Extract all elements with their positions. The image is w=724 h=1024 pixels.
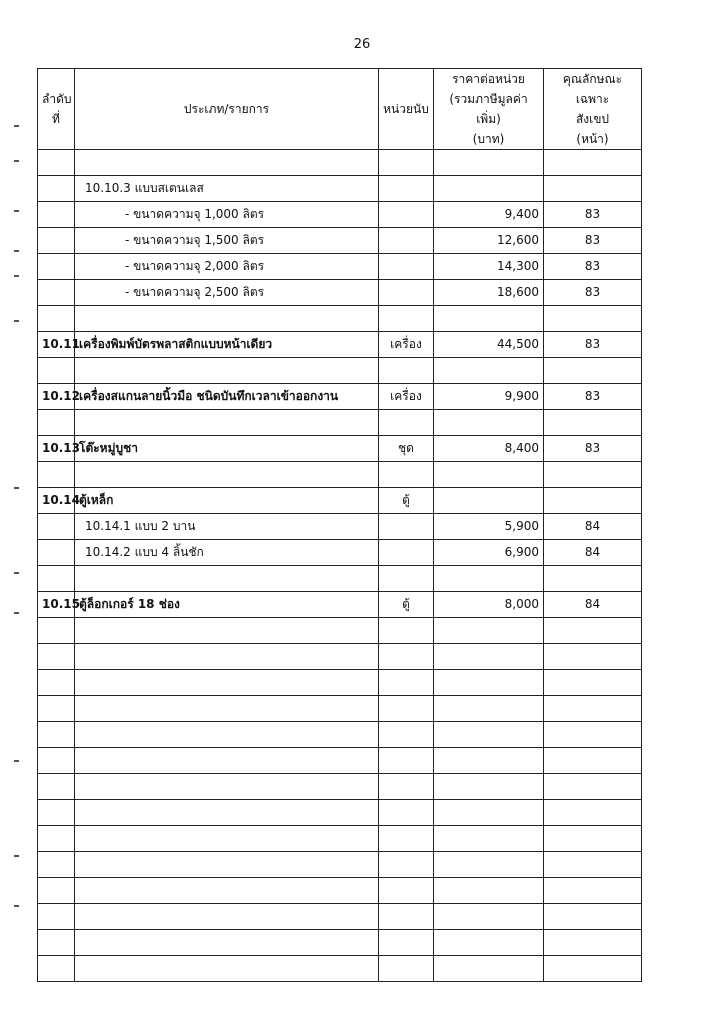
table-row <box>38 280 642 306</box>
cell-unit <box>379 696 434 722</box>
cell-item-number <box>38 358 75 384</box>
cell-spec-page: 83 <box>544 228 642 254</box>
table-row <box>38 202 642 228</box>
scan-edge-mark <box>14 487 19 489</box>
cell-item-number: 10.12 <box>38 384 75 410</box>
table-row <box>38 852 642 878</box>
cell-unit-price: 6,900 <box>434 540 544 566</box>
header-spec-line2: สังเขป <box>575 112 610 126</box>
cell-unit <box>379 852 434 878</box>
table-row <box>38 748 642 774</box>
header-no-line2: ที่ <box>52 112 60 126</box>
table-row <box>38 332 642 358</box>
cell-item-name <box>75 644 379 670</box>
table-row <box>38 228 642 254</box>
cell-unit <box>379 306 434 332</box>
cell-item-name <box>75 852 379 878</box>
cell-spec-page <box>544 358 642 384</box>
cell-spec-page <box>544 176 642 202</box>
cell-unit-price: 5,900 <box>434 514 544 540</box>
cell-item-name: 10.14.1 แบบ 2 บาน <box>75 514 379 540</box>
cell-unit-price <box>434 176 544 202</box>
cell-item-number: 10.14 <box>38 488 75 514</box>
scan-edge-mark <box>14 760 19 762</box>
cell-spec-page: 83 <box>544 280 642 306</box>
cell-unit-price <box>434 826 544 852</box>
cell-unit: เครื่อง <box>379 384 434 410</box>
cell-item-number <box>38 254 75 280</box>
cell-item-number <box>38 306 75 332</box>
cell-unit-price <box>434 904 544 930</box>
cell-unit: ชุด <box>379 436 434 462</box>
cell-unit-price <box>434 410 544 436</box>
cell-item-number <box>38 644 75 670</box>
cell-item-number <box>38 280 75 306</box>
cell-unit-price <box>434 566 544 592</box>
cell-item-number <box>38 852 75 878</box>
cell-item-name <box>75 722 379 748</box>
cell-spec-page <box>544 800 642 826</box>
cell-item-name: - ขนาดความจุ 1,000 ลิตร <box>75 202 379 228</box>
cell-unit-price <box>434 748 544 774</box>
table-row <box>38 592 642 618</box>
cell-item-name <box>75 696 379 722</box>
scan-edge-mark <box>14 210 19 212</box>
cell-item-name <box>75 956 379 982</box>
table-row <box>38 462 642 488</box>
header-spec-line1: คุณลักษณะเฉพาะ <box>562 72 623 106</box>
cell-item-number: 10.13 <box>38 436 75 462</box>
cell-item-name: 10.14.2 แบบ 4 ลิ้นชัก <box>75 540 379 566</box>
cell-item-name: 10.10.3 แบบสเตนเลส <box>75 176 379 202</box>
cell-item-name <box>75 826 379 852</box>
cell-unit <box>379 774 434 800</box>
cell-item-name <box>75 800 379 826</box>
price-table <box>37 68 642 982</box>
table-row <box>38 488 642 514</box>
table-row <box>38 514 642 540</box>
header-name: ประเภท/รายการ <box>75 69 379 150</box>
cell-item-name <box>75 904 379 930</box>
cell-item-number <box>38 774 75 800</box>
cell-item-name <box>75 150 379 176</box>
table-row <box>38 956 642 982</box>
cell-unit: ตู้ <box>379 592 434 618</box>
table-row <box>38 618 642 644</box>
header-price-line1: ราคาต่อหน่วย <box>452 72 525 86</box>
cell-item-name: เครื่องสแกนลายนิ้วมือ ชนิดบันทึกเวลาเข้าออกงาน <box>75 384 379 410</box>
cell-spec-page <box>544 748 642 774</box>
cell-unit-price: 8,400 <box>434 436 544 462</box>
cell-unit <box>379 358 434 384</box>
cell-item-number <box>38 748 75 774</box>
header-spec <box>544 69 642 150</box>
cell-item-number <box>38 878 75 904</box>
cell-item-name <box>75 306 379 332</box>
cell-unit-price <box>434 696 544 722</box>
cell-spec-page <box>544 566 642 592</box>
table-row <box>38 436 642 462</box>
cell-item-number <box>38 826 75 852</box>
cell-spec-page <box>544 488 642 514</box>
cell-unit <box>379 644 434 670</box>
table-row <box>38 722 642 748</box>
cell-item-number <box>38 670 75 696</box>
cell-item-name: ตู้เหล็ก <box>75 488 379 514</box>
cell-item-name <box>75 748 379 774</box>
cell-unit-price <box>434 722 544 748</box>
header-spec-line3: (หน้า) <box>576 132 609 146</box>
cell-unit-price <box>434 670 544 696</box>
cell-item-number <box>38 202 75 228</box>
cell-item-name <box>75 618 379 644</box>
header-price-line2: (รวมภาษีมูลค่าเพิ่ม) <box>449 92 528 126</box>
table-row <box>38 644 642 670</box>
cell-item-number <box>38 176 75 202</box>
cell-spec-page: 83 <box>544 384 642 410</box>
cell-item-name <box>75 930 379 956</box>
cell-item-number <box>38 462 75 488</box>
cell-item-name: เครื่องพิมพ์บัตรพลาสติกแบบหน้าเดียว <box>75 332 379 358</box>
scan-edge-mark <box>14 125 19 127</box>
scan-edge-mark <box>14 612 19 614</box>
cell-unit-price <box>434 930 544 956</box>
table-row <box>38 696 642 722</box>
table-row <box>38 878 642 904</box>
cell-unit-price: 9,400 <box>434 202 544 228</box>
cell-spec-page <box>544 904 642 930</box>
cell-spec-page <box>544 618 642 644</box>
cell-unit <box>379 826 434 852</box>
table-row <box>38 358 642 384</box>
cell-spec-page <box>544 956 642 982</box>
cell-unit-price <box>434 800 544 826</box>
cell-unit <box>379 228 434 254</box>
cell-item-number <box>38 800 75 826</box>
cell-item-name: โต๊ะหมู่บูชา <box>75 436 379 462</box>
cell-item-name <box>75 462 379 488</box>
cell-item-number <box>38 228 75 254</box>
cell-unit <box>379 462 434 488</box>
cell-spec-page: 83 <box>544 254 642 280</box>
cell-unit-price <box>434 956 544 982</box>
cell-spec-page <box>544 670 642 696</box>
scan-edge-mark <box>14 160 19 162</box>
cell-spec-page <box>544 826 642 852</box>
cell-unit-price <box>434 488 544 514</box>
page-number: 26 <box>353 37 371 52</box>
cell-unit <box>379 540 434 566</box>
cell-unit <box>379 514 434 540</box>
cell-spec-page: 83 <box>544 332 642 358</box>
cell-unit-price <box>434 852 544 878</box>
table-row <box>38 306 642 332</box>
header-no <box>38 69 75 150</box>
table-row <box>38 410 642 436</box>
header-no-line1: ลำดับ <box>42 92 72 106</box>
cell-unit: ตู้ <box>379 488 434 514</box>
cell-item-name <box>75 878 379 904</box>
cell-spec-page <box>544 696 642 722</box>
cell-spec-page: 84 <box>544 592 642 618</box>
table-row <box>38 540 642 566</box>
cell-spec-page: 83 <box>544 436 642 462</box>
header-price-line3: (บาท) <box>472 132 505 146</box>
cell-unit <box>379 618 434 644</box>
cell-spec-page <box>544 150 642 176</box>
cell-unit <box>379 878 434 904</box>
cell-unit-price <box>434 644 544 670</box>
cell-unit <box>379 254 434 280</box>
cell-unit-price: 9,900 <box>434 384 544 410</box>
cell-unit-price <box>434 774 544 800</box>
cell-spec-page <box>544 410 642 436</box>
cell-spec-page: 83 <box>544 202 642 228</box>
cell-unit <box>379 956 434 982</box>
cell-item-number <box>38 150 75 176</box>
cell-unit-price: 12,600 <box>434 228 544 254</box>
table-row <box>38 904 642 930</box>
cell-spec-page <box>544 644 642 670</box>
cell-item-name <box>75 410 379 436</box>
cell-unit-price <box>434 878 544 904</box>
table-row <box>38 774 642 800</box>
cell-item-number <box>38 904 75 930</box>
scan-edge-mark <box>14 250 19 252</box>
cell-spec-page <box>544 878 642 904</box>
cell-unit-price <box>434 462 544 488</box>
cell-item-name: - ขนาดความจุ 2,500 ลิตร <box>75 280 379 306</box>
cell-unit <box>379 722 434 748</box>
cell-item-number <box>38 956 75 982</box>
cell-unit <box>379 410 434 436</box>
scan-edge-mark <box>14 275 19 277</box>
cell-unit <box>379 566 434 592</box>
cell-spec-page <box>544 722 642 748</box>
cell-item-number <box>38 696 75 722</box>
table-row <box>38 176 642 202</box>
cell-spec-page <box>544 774 642 800</box>
scan-edge-mark <box>14 905 19 907</box>
cell-item-name <box>75 670 379 696</box>
cell-unit <box>379 930 434 956</box>
cell-item-name: - ขนาดความจุ 1,500 ลิตร <box>75 228 379 254</box>
table-row <box>38 670 642 696</box>
cell-item-name <box>75 566 379 592</box>
cell-unit <box>379 176 434 202</box>
cell-spec-page: 84 <box>544 540 642 566</box>
cell-unit-price <box>434 306 544 332</box>
cell-unit <box>379 150 434 176</box>
cell-spec-page <box>544 462 642 488</box>
scan-edge-mark <box>14 320 19 322</box>
table-row <box>38 384 642 410</box>
cell-item-number <box>38 566 75 592</box>
cell-unit <box>379 904 434 930</box>
cell-spec-page: 84 <box>544 514 642 540</box>
cell-unit-price <box>434 150 544 176</box>
cell-unit-price: 14,300 <box>434 254 544 280</box>
cell-item-name <box>75 774 379 800</box>
table-row <box>38 254 642 280</box>
table-row <box>38 826 642 852</box>
cell-item-name: - ขนาดความจุ 2,000 ลิตร <box>75 254 379 280</box>
cell-unit <box>379 748 434 774</box>
cell-spec-page <box>544 930 642 956</box>
cell-item-name <box>75 358 379 384</box>
cell-item-number: 10.15 <box>38 592 75 618</box>
cell-spec-page <box>544 852 642 878</box>
cell-item-number <box>38 722 75 748</box>
scan-edge-mark <box>14 572 19 574</box>
cell-unit-price: 18,600 <box>434 280 544 306</box>
cell-item-number <box>38 540 75 566</box>
cell-unit-price <box>434 358 544 384</box>
cell-item-number <box>38 930 75 956</box>
cell-unit-price: 8,000 <box>434 592 544 618</box>
cell-unit-price: 44,500 <box>434 332 544 358</box>
cell-item-number <box>38 618 75 644</box>
table-row <box>38 566 642 592</box>
header-price <box>434 69 544 150</box>
cell-item-number <box>38 514 75 540</box>
cell-item-name: ตู้ล็อกเกอร์ 18 ช่อง <box>75 592 379 618</box>
scan-edge-mark <box>14 855 19 857</box>
table-row <box>38 930 642 956</box>
table-header-row <box>38 69 642 150</box>
cell-unit <box>379 202 434 228</box>
header-unit: หน่วยนับ <box>379 69 434 150</box>
cell-unit-price <box>434 618 544 644</box>
cell-unit: เครื่อง <box>379 332 434 358</box>
table-row <box>38 800 642 826</box>
cell-unit <box>379 670 434 696</box>
table-row <box>38 150 642 176</box>
cell-unit <box>379 280 434 306</box>
cell-unit <box>379 800 434 826</box>
table-body <box>38 150 642 982</box>
cell-item-number <box>38 410 75 436</box>
cell-spec-page <box>544 306 642 332</box>
cell-item-number: 10.11 <box>38 332 75 358</box>
